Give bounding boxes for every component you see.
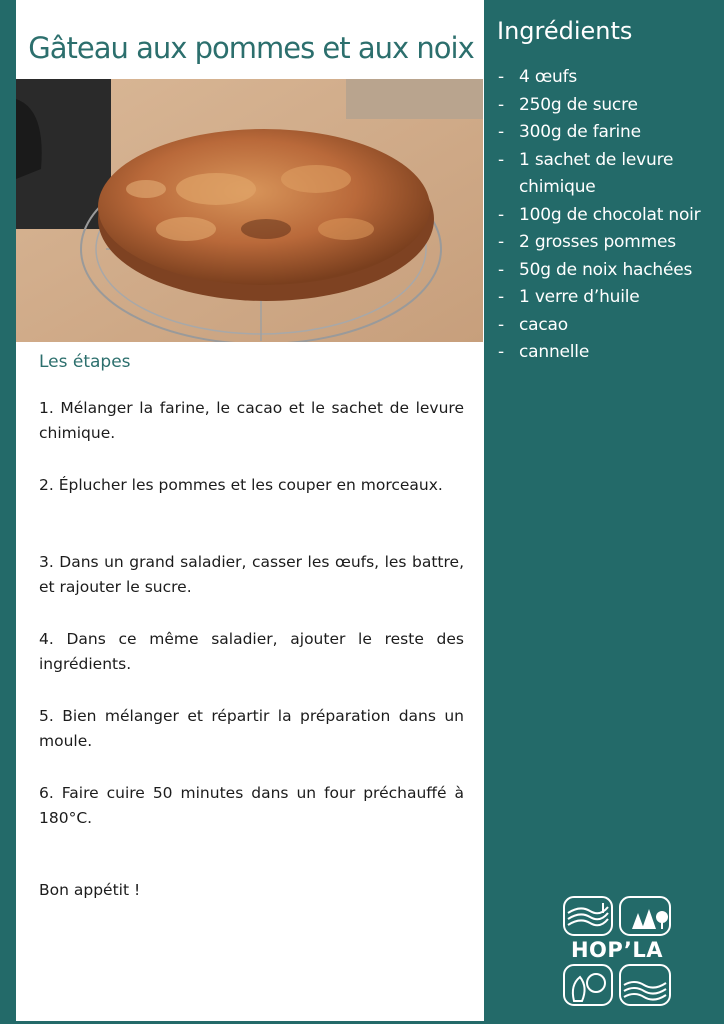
ingredient-item: [497, 147, 719, 202]
ingredient-item: [497, 229, 719, 257]
ingredient-item: [497, 92, 719, 120]
ingredient-dash: -: [498, 204, 504, 225]
ingredient-label: 2 grosses pommes: [519, 232, 676, 252]
ingredient-dash: -: [498, 232, 504, 252]
step-item: 1. Mélanger la farine, le cacao et le sachet de levure chimique.: [39, 399, 464, 442]
ingredient-dash: -: [498, 94, 504, 115]
ingredient-label: cannelle: [519, 342, 590, 362]
ingredient-item: [497, 312, 719, 340]
ingredient-dash: -: [498, 149, 504, 170]
ingredient-label: cacao: [519, 314, 568, 335]
hopla-logo: [562, 895, 672, 1007]
ingredient-item: [497, 284, 719, 312]
ingredient-item: [497, 119, 719, 147]
steps-heading: Les étapes: [39, 352, 131, 372]
ingredient-item: [497, 339, 719, 367]
ingredient-label: 1 verre d’huile: [519, 287, 640, 307]
hopla-logo-text: HOP’LA: [570, 938, 663, 962]
step-item: 2. Éplucher les pommes et les couper en morceaux.: [39, 476, 443, 494]
step-item: 5. Bien mélanger et répartir la préparation dans un moule.: [39, 707, 464, 750]
left-accent-band: [0, 0, 16, 1024]
ingredient-label: 100g de chocolat noir: [519, 204, 701, 225]
ingredient-dash: -: [498, 287, 504, 307]
ingredients-list: [497, 64, 719, 367]
ingredient-dash: -: [498, 122, 504, 142]
ingredient-item: [497, 64, 719, 92]
step-item: 6. Faire cuire 50 minutes dans un four préchauffé à 180°C.: [39, 784, 464, 827]
ingredient-dash: -: [498, 342, 504, 362]
ingredient-label: 50g de noix hachées: [519, 259, 693, 280]
ingredient-label: 1 sachet de levure chimique: [519, 149, 674, 197]
ingredient-dash: -: [498, 67, 504, 87]
ingredient-label: 4 œufs: [519, 67, 578, 87]
ingredient-dash: -: [498, 314, 504, 335]
steps-list: [39, 396, 464, 858]
ingredient-label: 250g de sucre: [519, 94, 638, 115]
step-item: 4. Dans ce même saladier, ajouter le reste des ingrédients.: [39, 630, 464, 673]
recipe-title: Gâteau aux pommes et aux noix: [28, 31, 474, 65]
ingredient-dash: -: [498, 259, 504, 280]
ingredients-title: Ingrédients: [497, 17, 633, 45]
closing-text: Bon appétit !: [39, 881, 141, 899]
step-item: 3. Dans un grand saladier, casser les œufs, les battre, et rajouter le sucre.: [39, 553, 464, 596]
cake-photo: [16, 79, 483, 342]
ingredient-item: [497, 202, 719, 230]
ingredient-label: 300g de farine: [519, 122, 641, 142]
ingredient-item: [497, 257, 719, 285]
